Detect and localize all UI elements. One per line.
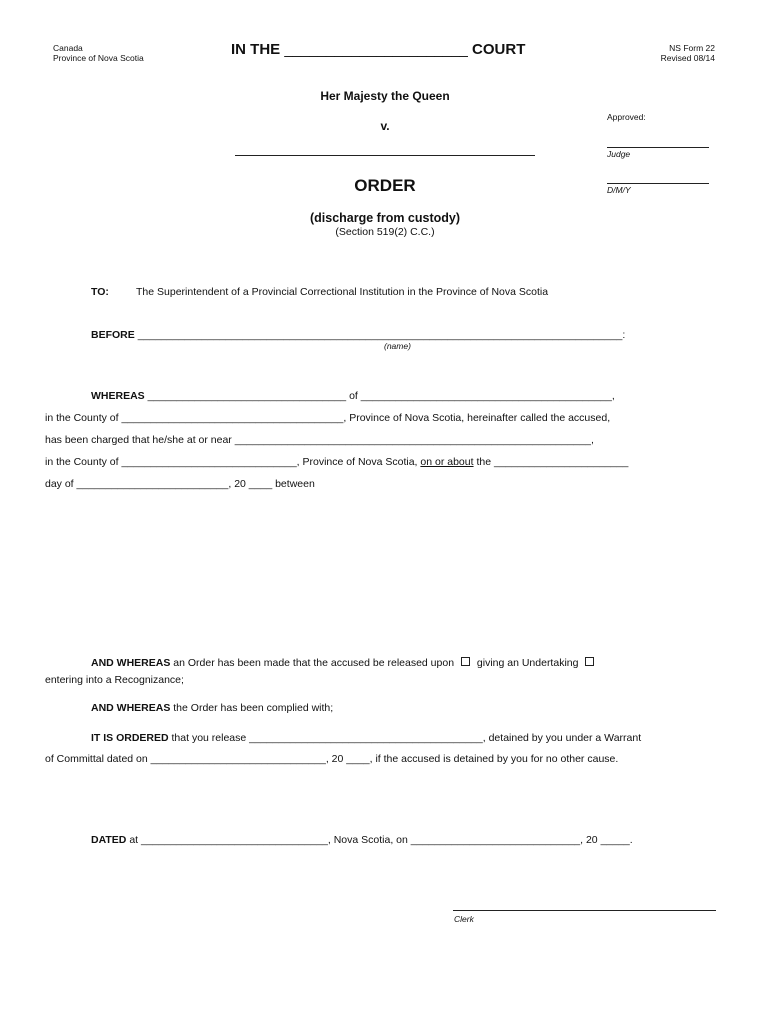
clerk-label: Clerk (454, 914, 474, 924)
ordered-label: IT IS ORDERED (91, 732, 169, 744)
and-whereas-label-2: AND WHEREAS (91, 702, 171, 714)
before-label: BEFORE (91, 329, 135, 341)
county-blank-2[interactable]: ______________________________, (121, 456, 300, 468)
order-section: (Section 519(2) C.C.) (335, 226, 435, 238)
court-title-suffix: COURT (472, 41, 526, 58)
dated-at-text: at (129, 834, 139, 846)
dated-place-blank[interactable]: ________________________________, (141, 834, 331, 846)
on-or-about: on or about (420, 456, 474, 468)
dated-line (91, 834, 633, 846)
before-line (91, 329, 625, 341)
dated-year-blank[interactable]: 20 _____. (585, 834, 633, 846)
whereas-address-blank[interactable]: ___________________________________________, (360, 390, 615, 402)
committal-year-blank[interactable]: 20 ____, (331, 753, 373, 765)
whereas-name-blank[interactable]: __________________________________ (147, 390, 347, 402)
whereas-line-4 (45, 456, 628, 468)
the-text: the (476, 456, 492, 468)
to-recipient: The Superintendent of a Provincial Correctional Institution in the Province of Nova Scotia (136, 286, 549, 298)
year-blank[interactable]: 20 ____ (234, 478, 273, 490)
county-label-2: in the County of (45, 456, 119, 468)
release-text: an Order has been made that the accused be released upon (173, 657, 455, 669)
release-you-text: that you release (171, 732, 247, 744)
dated-date-blank[interactable]: _____________________________, (410, 834, 584, 846)
clerk-signature-line[interactable] (453, 910, 716, 911)
whereas-line-3 (45, 434, 594, 446)
released-name-blank[interactable]: ________________________________________, (249, 732, 486, 744)
county-blank-1[interactable]: ______________________________________, (121, 412, 347, 424)
court-title (231, 41, 525, 58)
warrant-text: detained by you under a Warrant (488, 732, 642, 744)
to-label: TO: (91, 286, 109, 298)
accused-name-line (235, 155, 535, 156)
committal-text: of Committal dated on (45, 753, 148, 765)
ordered-line-2 (45, 753, 618, 765)
whereas-line-2 (45, 412, 610, 424)
ordered-line-1 (91, 732, 641, 744)
committal-date-blank[interactable]: ______________________________, (150, 753, 329, 765)
approved-label: Approved: (607, 112, 646, 122)
before-name-blank[interactable]: ___________________________________________________________________________________: (137, 329, 626, 341)
nova-scotia-on-text: Nova Scotia, on (333, 834, 408, 846)
county-label-1: in the County of (45, 412, 119, 424)
month-blank[interactable]: __________________________, (76, 478, 232, 490)
form-revised: Revised 08/14 (660, 53, 715, 63)
whereas-line-1 (91, 390, 615, 402)
form-number: NS Form 22 (669, 43, 715, 53)
order-subtitle: (discharge from custody) (309, 211, 461, 225)
whereas-label: WHEREAS (91, 390, 145, 402)
court-title-prefix: IN THE (231, 41, 281, 58)
accused-description: Province of Nova Scotia, hereinafter called the accused, (349, 412, 611, 424)
crown-party: Her Majesty the Queen (320, 89, 450, 103)
recognizance-checkbox[interactable] (585, 657, 594, 666)
and-whereas-release-line (91, 657, 598, 669)
whereas-line-5 (45, 478, 315, 490)
province-text: Province of Nova Scotia, (302, 456, 418, 468)
recognizance-label: entering into a Recognizance; (45, 674, 184, 686)
dated-label: DATED (91, 834, 127, 846)
complied-text: the Order has been complied with; (173, 702, 334, 714)
header-province: Province of Nova Scotia (53, 53, 144, 63)
undertaking-checkbox[interactable] (461, 657, 470, 666)
order-title: ORDER (354, 176, 416, 195)
between-text: between (275, 478, 315, 490)
location-blank[interactable]: _____________________________________________________________, (234, 434, 594, 446)
dmy-label: D/M/Y (607, 185, 631, 195)
day-of-text: day of (45, 478, 74, 490)
judge-signature-line (607, 147, 709, 148)
and-whereas-label-1: AND WHEREAS (91, 657, 171, 669)
judge-label: Judge (607, 149, 631, 159)
name-caption: (name) (384, 341, 411, 351)
dmy-line (607, 183, 709, 184)
charged-text: has been charged that he/she at or near (45, 434, 232, 446)
undertaking-label: giving an Undertaking (476, 657, 579, 669)
whereas-of: of (349, 390, 358, 402)
versus-label: v. (380, 119, 390, 133)
header-country: Canada (53, 43, 83, 53)
and-whereas-complied-line (91, 702, 333, 714)
court-name-blank: ______________________ (284, 41, 468, 58)
date-day-blank[interactable]: _______________________ (494, 456, 629, 468)
no-other-cause-text: if the accused is detained by you for no other cause. (375, 753, 619, 765)
